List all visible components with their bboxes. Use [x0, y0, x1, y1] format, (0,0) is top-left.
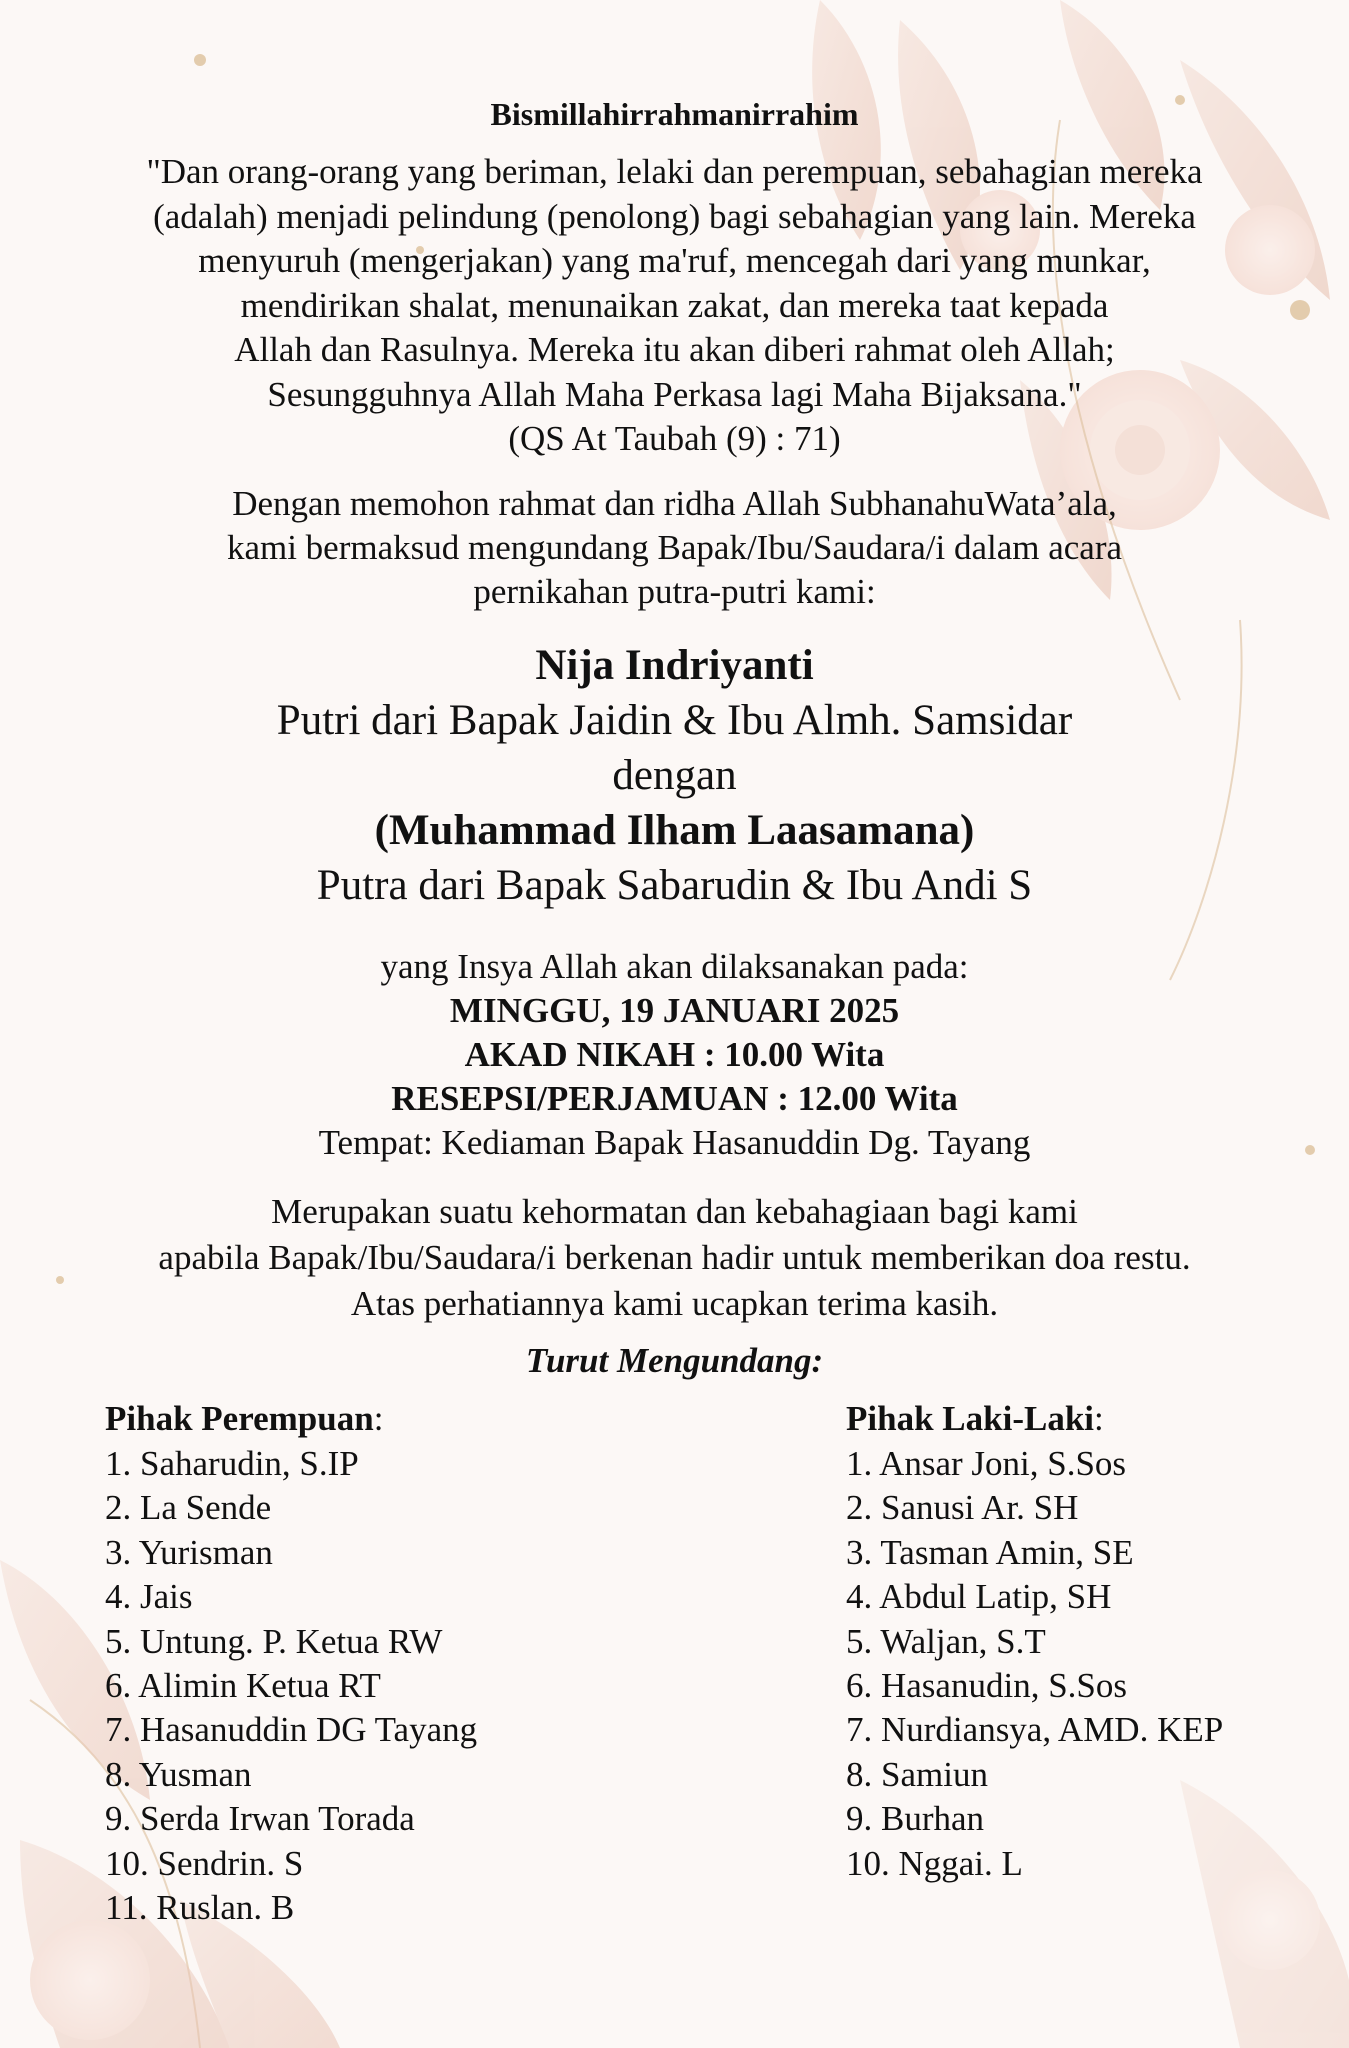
list-item: 4. Jais: [105, 1577, 193, 1617]
list-item: 3. Tasman Amin, SE: [846, 1532, 1134, 1572]
verse-line: mendirikan shalat, menunaikan zakat, dan mereka taat kepada: [240, 285, 1109, 325]
verse-line: "Dan orang-orang yang beriman, lelaki dan perempuan, sebahagian mereka: [146, 152, 1203, 191]
groom-parents: Putra dari Bapak Sabarudin & Ibu Andi S: [316, 862, 1033, 909]
event-date: MINGGU, 19 JANUARI 2025: [449, 991, 900, 1030]
co-inviting-title: Turut Mengundang:: [525, 1341, 824, 1380]
verse-line: menyuruh (mengerjakan) yang ma'ruf, mencegah dari yang munkar,: [198, 241, 1151, 280]
event-venue: Tempat: Kediaman Bapak Hasanuddin Dg. Tayang: [318, 1123, 1031, 1162]
groom-name: (Muhammad Ilham Laasamana): [374, 807, 975, 854]
list-item: 6. Hasanudin, S.Sos: [846, 1665, 1127, 1705]
co-inviting-heading: [0, 1341, 1349, 1381]
closing-remarks: [0, 1189, 1349, 1327]
closing-line: Merupakan suatu kehormatan dan kebahagiaan bagi kami: [271, 1192, 1078, 1231]
list-item: 9. Burhan: [846, 1799, 985, 1839]
akad-time: AKAD NIKAH : 10.00 Wita: [464, 1035, 885, 1074]
list-item: 2. Sanusi Ar. SH: [846, 1488, 1079, 1528]
closing-line: Atas perhatiannya kami ucapkan terima kasih.: [350, 1284, 999, 1323]
bride-side-list: [105, 1396, 477, 1930]
verse-line: Sesungguhnya Allah Maha Perkasa lagi Maha Bijaksana.": [267, 374, 1082, 414]
list-item: 11. Ruslan. B: [105, 1887, 295, 1927]
intro-line: pernikahan putra-putri kami:: [473, 572, 876, 611]
list-item: 9. Serda Irwan Torada: [105, 1799, 415, 1839]
intro-line: kami bermaksud mengundang Bapak/Ibu/Saudara/i dalam acara: [226, 528, 1123, 567]
bride-side-heading: Pihak Perempuan:: [105, 1399, 384, 1438]
event-details: [0, 945, 1349, 1165]
list-item: 3. Yurisman: [105, 1532, 273, 1572]
list-item: 8. Samiun: [846, 1754, 988, 1794]
bride-parents: Putri dari Bapak Jaidin & Ibu Almh. Samsidar: [276, 697, 1073, 744]
basmalah-text: Bismillahirrahmanirrahim: [490, 96, 859, 132]
quran-verse: [0, 150, 1349, 462]
list-item: 4. Abdul Latip, SH: [846, 1577, 1112, 1617]
list-item: 1. Saharudin, S.IP: [105, 1444, 359, 1483]
list-item: 7. Hasanuddin DG Tayang: [105, 1710, 478, 1750]
basmalah-heading: [0, 96, 1349, 133]
conjunction: dengan: [612, 752, 737, 799]
closing-line: apabila Bapak/Ibu/Saudara/i berkenan hadir untuk memberikan doa restu.: [158, 1238, 1191, 1277]
list-item: 8. Yusman: [105, 1754, 252, 1794]
intro-line: Dengan memohon rahmat dan ridha Allah SubhanahuWata’ala,: [232, 484, 1117, 523]
list-item: 7. Nurdiansya, AMD. KEP: [846, 1710, 1224, 1750]
reception-time: RESEPSI/PERJAMUAN : 12.00 Wita: [391, 1079, 958, 1118]
invitation-intro: [0, 482, 1349, 614]
list-item: 10. Sendrin. S: [105, 1843, 304, 1883]
list-item: 2. La Sende: [105, 1488, 272, 1528]
verse-line: Allah dan Rasulnya. Mereka itu akan diberi rahmat oleh Allah;: [234, 330, 1115, 369]
list-item: 5. Waljan, S.T: [846, 1621, 1046, 1661]
list-item: 5. Untung. P. Ketua RW: [105, 1621, 443, 1661]
bride-name: Nija Indriyanti: [535, 642, 814, 689]
groom-side-list: [846, 1396, 1223, 1886]
verse-citation: (QS At Taubah (9) : 71): [508, 419, 841, 458]
couple-names: [0, 638, 1349, 913]
event-intro: yang Insya Allah akan dilaksanakan pada:: [380, 947, 969, 986]
list-item: 6. Alimin Ketua RT: [105, 1665, 381, 1705]
list-item: 10. Nggai. L: [846, 1843, 1023, 1883]
verse-line: (adalah) menjadi pelindung (penolong) bagi sebahagian yang lain. Mereka: [153, 196, 1196, 236]
list-item: 1. Ansar Joni, S.Sos: [846, 1444, 1127, 1483]
groom-side-heading: Pihak Laki-Laki:: [846, 1399, 1104, 1438]
